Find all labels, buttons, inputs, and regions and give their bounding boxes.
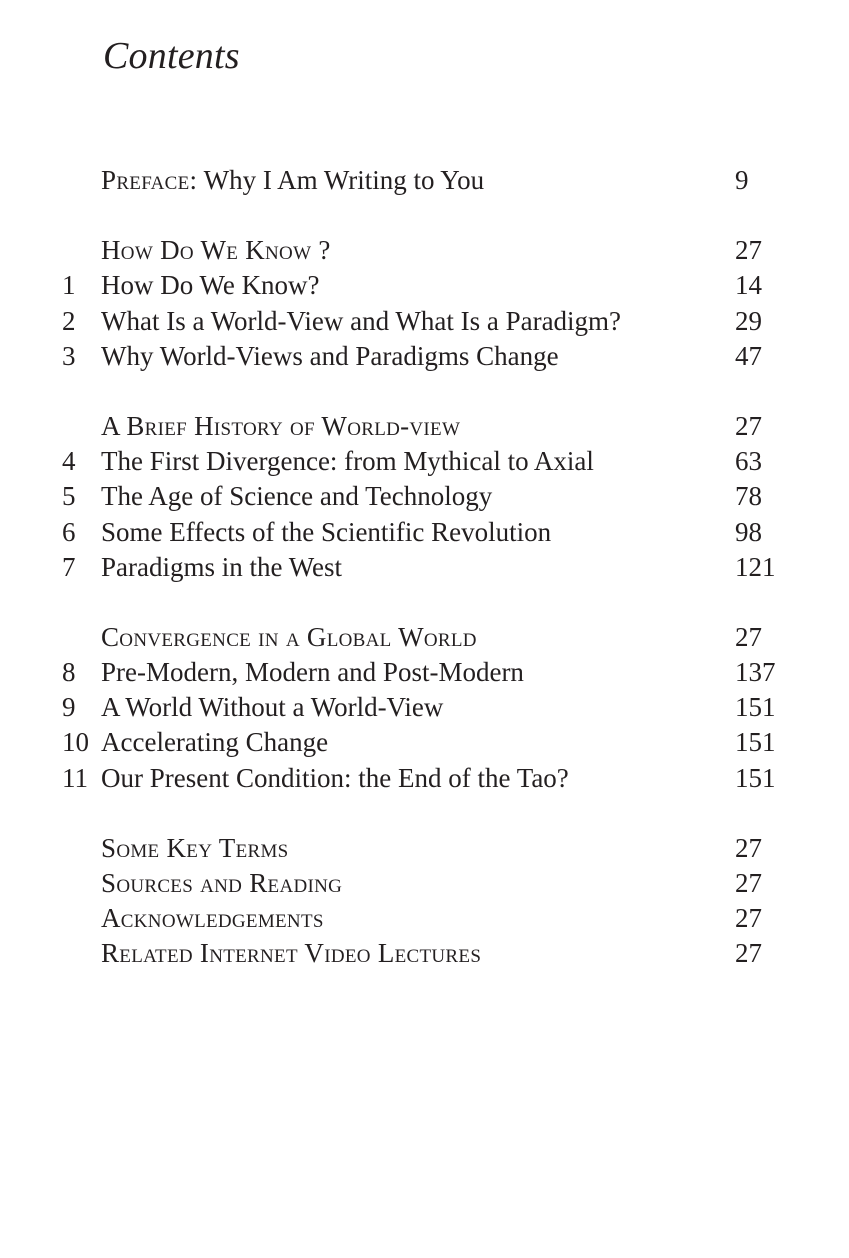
chapter-number: 4 — [62, 446, 76, 477]
toc-entry[interactable] — [0, 479, 849, 514]
toc-entry[interactable] — [0, 831, 849, 866]
toc-section — [0, 233, 849, 374]
entry-title-text: Pre-Modern, Modern and Post-Modern — [101, 657, 524, 688]
entry-title — [101, 339, 559, 374]
page-number: 27 — [735, 903, 762, 934]
page-number: 27 — [735, 621, 762, 652]
page-number: 29 — [735, 305, 762, 336]
entry-title — [101, 655, 524, 690]
entry-title-text: Why I Am Writing to You — [197, 165, 485, 195]
entry-title-text: A World Without a World-View — [101, 692, 444, 723]
entry-title — [101, 761, 569, 796]
toc-entry[interactable] — [0, 304, 849, 339]
toc-entry[interactable] — [0, 725, 849, 760]
entry-title-text: How Do We Know ? — [101, 235, 331, 266]
entry-title-text: Our Present Condition: the End of the Tao? — [101, 762, 569, 793]
page-number: 151 — [735, 692, 776, 723]
entry-title-text: Convergence in a Global World — [101, 621, 477, 652]
page-number: 47 — [735, 340, 762, 371]
table-of-contents — [0, 163, 849, 1007]
toc-entry[interactable] — [0, 444, 849, 479]
entry-title — [101, 831, 289, 866]
chapter-number: 3 — [62, 340, 76, 371]
toc-entry[interactable] — [0, 620, 849, 655]
page-number: 151 — [735, 727, 776, 758]
toc-entry[interactable] — [0, 761, 849, 796]
entry-title — [101, 550, 342, 585]
entry-title-text: Accelerating Change — [101, 727, 329, 758]
entry-title-text: How Do We Know? — [101, 270, 320, 301]
entry-title-text: Related Internet Video Lectures — [101, 938, 482, 969]
page-number: 151 — [735, 762, 776, 793]
toc-section — [0, 620, 849, 796]
entry-title — [101, 268, 320, 303]
entry-title — [101, 479, 492, 514]
entry-title — [101, 936, 481, 971]
chapter-number: 6 — [62, 516, 76, 547]
toc-entry[interactable] — [0, 550, 849, 585]
entry-title — [101, 690, 443, 725]
page-number: 63 — [735, 446, 762, 477]
entry-title — [101, 866, 342, 901]
toc-entry[interactable] — [0, 268, 849, 303]
page-number: 27 — [735, 832, 762, 863]
page-number: 27 — [735, 868, 762, 898]
page-title: Contents — [103, 35, 240, 77]
toc-entry[interactable] — [0, 655, 849, 690]
entry-title-text: Acknowledgements — [101, 903, 324, 934]
entry-title-text: A Brief History of World-view — [101, 410, 461, 441]
toc-entry[interactable] — [0, 690, 849, 725]
toc-section — [0, 409, 849, 585]
chapter-number: 5 — [62, 481, 76, 512]
entry-title — [101, 901, 324, 936]
page-number: 14 — [735, 270, 762, 301]
entry-title — [101, 725, 328, 760]
page-number: 27 — [735, 938, 762, 969]
page-number: 98 — [735, 516, 762, 547]
page-number: 9 — [735, 165, 749, 195]
chapter-number: 10 — [62, 727, 89, 758]
toc-entry[interactable] — [0, 233, 849, 268]
toc-entry[interactable] — [0, 339, 849, 374]
entry-title — [101, 444, 594, 479]
page-number: 78 — [735, 481, 762, 512]
page-number: 27 — [735, 235, 762, 266]
chapter-number: 8 — [62, 657, 76, 688]
toc-entry[interactable] — [0, 515, 849, 550]
toc-entry[interactable] — [0, 936, 849, 971]
entry-prefix: Preface: — [101, 165, 198, 195]
entry-title-text: Paradigms in the West — [101, 551, 343, 582]
page-number: 27 — [735, 410, 762, 441]
toc-entry[interactable] — [0, 866, 849, 901]
toc-entry[interactable] — [0, 409, 849, 444]
page-number: 137 — [735, 657, 776, 688]
toc-entry[interactable] — [0, 901, 849, 936]
entry-title-text: Some Effects of the Scientific Revolution — [101, 516, 552, 547]
entry-title — [101, 515, 551, 550]
chapter-number: 1 — [62, 270, 76, 301]
toc-section — [0, 831, 849, 972]
entry-title-text: Why World-Views and Paradigms Change — [101, 340, 559, 371]
entry-title — [101, 304, 621, 339]
entry-title — [101, 409, 460, 444]
entry-title-text: Some Key Terms — [101, 832, 289, 863]
chapter-number: 7 — [62, 551, 76, 582]
chapter-number: 11 — [62, 762, 88, 793]
entry-title — [101, 620, 477, 655]
chapter-number: 9 — [62, 692, 76, 723]
entry-title-text: Sources and Reading — [101, 868, 343, 898]
entry-title — [101, 233, 331, 268]
chapter-number: 2 — [62, 305, 76, 336]
entry-title — [101, 163, 484, 198]
entry-title-text: The Age of Science and Technology — [101, 481, 493, 512]
entry-title-text: What Is a World-View and What Is a Paradigm? — [101, 305, 622, 336]
page-number: 121 — [735, 551, 776, 582]
entry-title-text: The First Divergence: from Mythical to Axial — [101, 446, 594, 477]
toc-section — [0, 163, 849, 198]
toc-entry[interactable] — [0, 163, 849, 198]
